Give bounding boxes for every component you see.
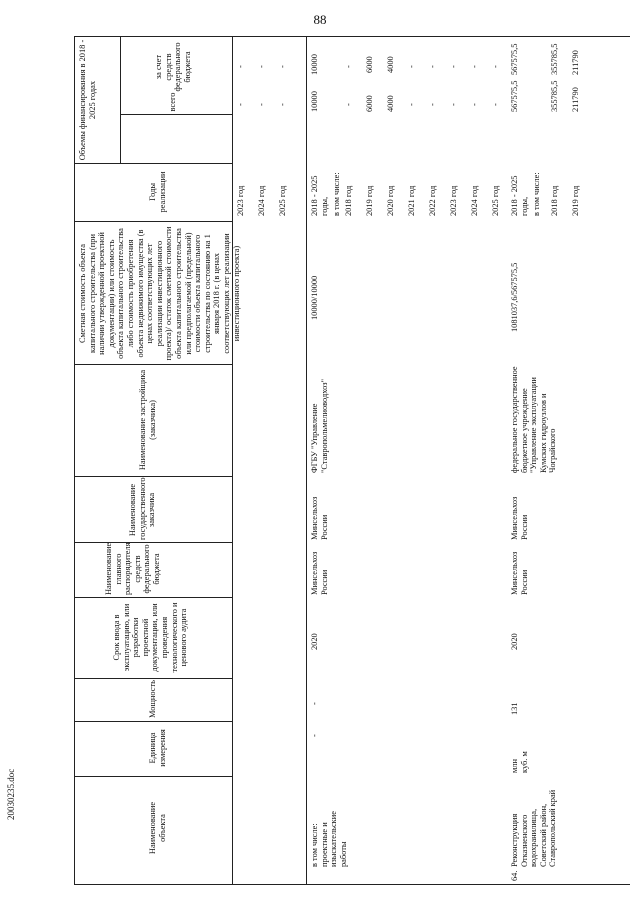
block1-federal: 6000 xyxy=(365,56,374,73)
block1-deadline: 2020 xyxy=(310,633,319,650)
header-name: Наименование объекта xyxy=(148,801,167,855)
block2-developer: федеральное государственное бюджетное учреждение "Управление эксплуатации Кумских гидроузлов и Чограйского xyxy=(510,366,558,473)
col-rule xyxy=(74,36,630,37)
block1-total: - xyxy=(428,103,437,106)
col-rule xyxy=(74,884,630,885)
cont-year: 2023 год xyxy=(236,185,245,216)
col-rule xyxy=(74,476,232,477)
block2-num: 64. xyxy=(510,870,519,881)
block1-federal: - xyxy=(344,65,353,68)
financing-table xyxy=(70,30,630,885)
block2-total: 355785,5 xyxy=(550,80,559,112)
cont-year: 2024 год xyxy=(257,185,266,216)
block2-year: 2019 год xyxy=(571,185,580,216)
block2-years-sub: в том числе: xyxy=(532,172,541,216)
cont-federal: - xyxy=(236,65,245,68)
header-capacity: Мощность xyxy=(148,680,157,718)
page-number: 88 xyxy=(313,12,327,27)
cont-federal: - xyxy=(257,65,266,68)
block1-cost: 10000/10000 xyxy=(310,275,319,320)
block1-years-total: 2018 - 2025 годы, xyxy=(310,175,329,216)
block1-range-federal: 10000 xyxy=(310,54,319,75)
funding-subheader-rule xyxy=(120,37,121,164)
block1-year: 2021 год xyxy=(407,185,416,216)
block1-developer: ФГБУ "Управление "Ставропольмелиоводхоз" xyxy=(310,378,329,473)
block2-customer: Минсельхоз России xyxy=(510,496,529,540)
block1-capacity: - xyxy=(310,702,319,705)
block1-total: - xyxy=(470,103,479,106)
col-rule xyxy=(74,597,232,598)
block1-name: в том числе: проектные и изыскательские работы xyxy=(310,811,348,867)
block2-federal: 211790 xyxy=(571,50,580,75)
header-total: всего xyxy=(168,92,177,112)
block1-federal: - xyxy=(491,65,500,68)
header-manager: Наименование главного распорядителя средств федерального бюджета xyxy=(104,542,161,595)
block2-unit: млн куб. м xyxy=(510,751,529,773)
table-top-rule xyxy=(74,37,75,885)
col-rule xyxy=(74,221,232,222)
col-rule xyxy=(74,163,232,164)
block1-year: 2022 год xyxy=(428,185,437,216)
block2-year: 2018 год xyxy=(550,185,559,216)
cont-federal: - xyxy=(278,65,287,68)
block2-federal: 355785,5 xyxy=(550,43,559,75)
block1-federal: - xyxy=(449,65,458,68)
block1-range-total: 10000 xyxy=(310,91,319,112)
block1-year: 2019 год xyxy=(365,185,374,216)
block1-total: - xyxy=(344,103,353,106)
header-bottom-rule xyxy=(232,37,233,885)
cont-total: - xyxy=(236,103,245,106)
block2-range-total: 567575,5 xyxy=(510,80,519,112)
block1-years-sub: в том числе: xyxy=(332,172,341,216)
block1-federal: - xyxy=(428,65,437,68)
cont-total: - xyxy=(278,103,287,106)
block1-year: 2018 год xyxy=(344,185,353,216)
block2-years-total: 2018 - 2025 годы, xyxy=(510,175,529,216)
cont-total: - xyxy=(257,103,266,106)
block1-rule xyxy=(306,37,307,885)
block1-year: 2023 год xyxy=(449,185,458,216)
block1-total: 6000 xyxy=(365,95,374,112)
block1-federal: 4000 xyxy=(386,56,395,73)
block1-customer: Минсельхоз России xyxy=(310,496,329,540)
col-rule xyxy=(74,776,232,777)
col-rule xyxy=(120,114,232,115)
block2-total: 211790 xyxy=(571,87,580,112)
block1-federal: - xyxy=(470,65,479,68)
header-unit: Единица измерения xyxy=(148,729,167,767)
block1-year: 2020 год xyxy=(386,185,395,216)
header-developer: Наименование застройщика (заказчика) xyxy=(138,369,157,471)
block2-manager: Минсельхоз России xyxy=(510,551,529,595)
block1-total: - xyxy=(491,103,500,106)
header-deadline: Срок ввода в эксплуатацию, или разработки проектной документации, или проведения технологического и ценового аудита xyxy=(112,602,189,673)
file-code: 20030235.doc xyxy=(6,768,16,820)
col-rule xyxy=(74,364,232,365)
cont-year: 2025 год xyxy=(278,185,287,216)
block1-unit: - xyxy=(310,734,319,737)
block1-year: 2025 год xyxy=(491,185,500,216)
block1-manager: Минсельхоз России xyxy=(310,551,329,595)
block2-capacity: 131 xyxy=(510,702,519,715)
block2-deadline: 2020 xyxy=(510,633,519,650)
block1-year: 2024 год xyxy=(470,185,479,216)
header-funding-group: Объемы финансирования в 2018 - 2025 годах xyxy=(78,39,97,161)
block1-total: 4000 xyxy=(386,95,395,112)
header-cost: Сметная стоимость объекта капитального строительства (при наличии утвержденной проектной документации) или стоимость объекта капитального строительства либо стоимость приобретения объекта недвижимого имущества (в ценах соответствующих лет реализации инвестиционного проекта)/ остаток сметной стоимости объекта капитального строительства или предполагаемой (предельной) стоимости объекта капитального строительства по состоянию на 1 января 2018 г. (в ценах соответствующих лет реализации инвестиционного проекта) xyxy=(78,226,241,361)
header-years: Годы реализации xyxy=(148,171,167,213)
block2-cost: 1081037,6/567575,5 xyxy=(510,262,519,332)
col-rule xyxy=(74,721,232,722)
block2-name: Реконструкция Отказненского водохранилища, Советский район, Ставропольский край xyxy=(510,789,558,867)
header-federal: за счет средств федерального бюджета xyxy=(154,42,192,92)
header-customer: Наименование государственного заказчика xyxy=(128,477,157,540)
block1-total: - xyxy=(449,103,458,106)
block1-federal: - xyxy=(407,65,416,68)
block1-total: - xyxy=(407,103,416,106)
block2-range-federal: 567575,5 xyxy=(510,43,519,75)
